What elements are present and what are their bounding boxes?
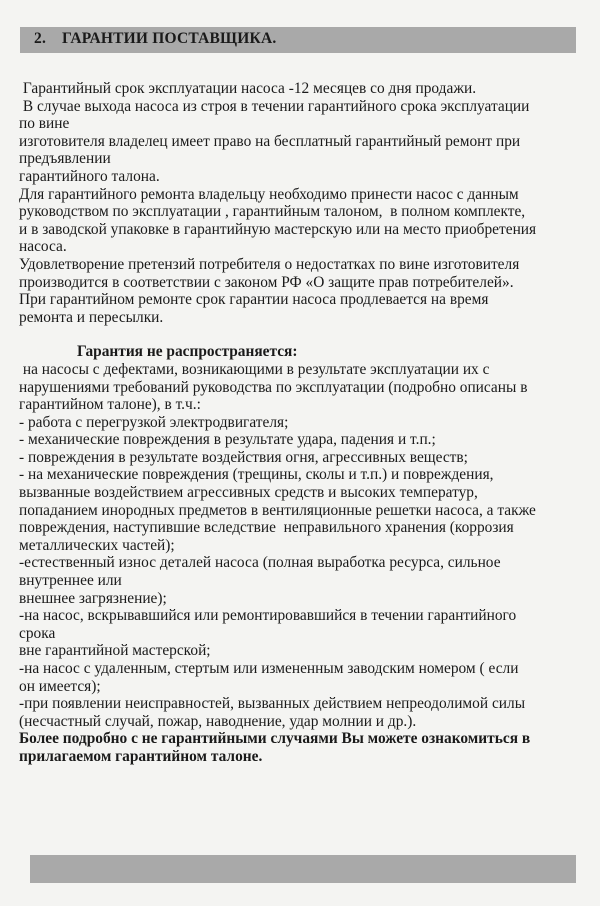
section-title: ГАРАНТИИ ПОСТАВЩИКА.	[62, 30, 277, 47]
text-line: руководством по эксплуатации , гарантийным талоном, в полном комплекте,	[19, 203, 526, 221]
exclusions-list	[19, 361, 579, 730]
text-line: - повреждения в результате воздействия огня, агрессивных веществ;	[19, 448, 468, 466]
text-line: Гарантийный срок эксплуатации насоса -12 месяцев со дня продажи.	[19, 80, 477, 97]
document-body	[19, 80, 579, 766]
text-line: срока	[19, 624, 56, 642]
text-line: - на механические повреждения (трещины, сколы и т.п.) и повреждения,	[19, 466, 494, 484]
text-line: -на насос с удаленным, стертым или измененным заводским номером ( если	[19, 660, 519, 677]
text-line: предъявлении	[19, 150, 111, 168]
section-heading	[34, 30, 276, 48]
text-line: повреждения, наступившие вследствие неправильного хранения (коррозия	[19, 519, 514, 537]
text-line: вне гарантийной мастерской;	[19, 642, 211, 660]
paragraph-gap	[19, 326, 579, 343]
text-line: -естественный износ деталей насоса (полная выработка ресурса, сильное	[19, 554, 501, 572]
text-line: гарантийного талона.	[19, 167, 160, 185]
text-line: (несчастный случай, пожар, наводнение, удар молнии и др.).	[19, 712, 417, 730]
text-line: производится в соответствии с законом РФ «О защите прав потребителей».	[19, 273, 514, 291]
footer-band	[30, 855, 576, 883]
closing-line: Более подробно с не гарантийными случаями Вы можете ознакомиться в	[19, 730, 531, 748]
text-line: -на насос, вскрывавшийся или ремонтировавшийся в течении гарантийного	[19, 607, 517, 625]
text-line: насоса.	[19, 238, 67, 256]
text-line: При гарантийном ремонте срок гарантии насоса продлевается на время	[19, 291, 489, 309]
text-line: гарантийном талоне), в т.ч.:	[19, 396, 201, 414]
text-line: ремонта и пересылки.	[19, 308, 164, 326]
text-line: нарушениями требований руководства по эксплуатации (подробно описаны в	[19, 378, 528, 396]
text-line: и в заводской упаковке в гарантийную мастерскую или на место приобретения	[19, 220, 537, 238]
text-line: - работа с перегрузкой электродвигателя;	[19, 413, 289, 431]
warranty-terms-paragraph	[19, 80, 579, 326]
text-line: В случае выхода насоса из строя в течении гарантийного срока эксплуатации	[19, 97, 530, 115]
text-line: попаданием инородных предметов в вентиляционные решетки насоса, а также	[19, 501, 536, 519]
text-line: металлических частей);	[19, 536, 175, 554]
text-line: -при появлении неисправностей, вызванных действием непреодолимой силы	[19, 695, 526, 713]
closing-note	[19, 730, 579, 765]
text-line: Для гарантийного ремонта владельцу необходимо принести насос с данным	[19, 185, 519, 203]
text-line: он имеется);	[19, 677, 101, 695]
text-line: на насосы с дефектами, возникающими в результате эксплуатации их с	[19, 360, 490, 378]
text-line: вызванные воздействием агрессивных средств и высоких температур,	[19, 484, 478, 502]
text-line: внешнее загрязнение);	[19, 589, 167, 607]
text-line: Удовлетворение претензий потребителя о недостатках по вине изготовителя	[19, 255, 520, 273]
text-line: - механические повреждения в результате удара, падения и т.п.;	[19, 431, 436, 449]
text-line: по вине	[19, 115, 70, 133]
exclusions-heading: Гарантия не распространяется:	[77, 343, 298, 361]
text-line: изготовителя владелец имеет право на бесплатный гарантийный ремонт при	[19, 132, 521, 150]
text-line: внутреннее или	[19, 572, 122, 590]
section-number: 2.	[34, 30, 47, 47]
closing-line: прилагаемом гарантийном талоне.	[19, 747, 263, 765]
